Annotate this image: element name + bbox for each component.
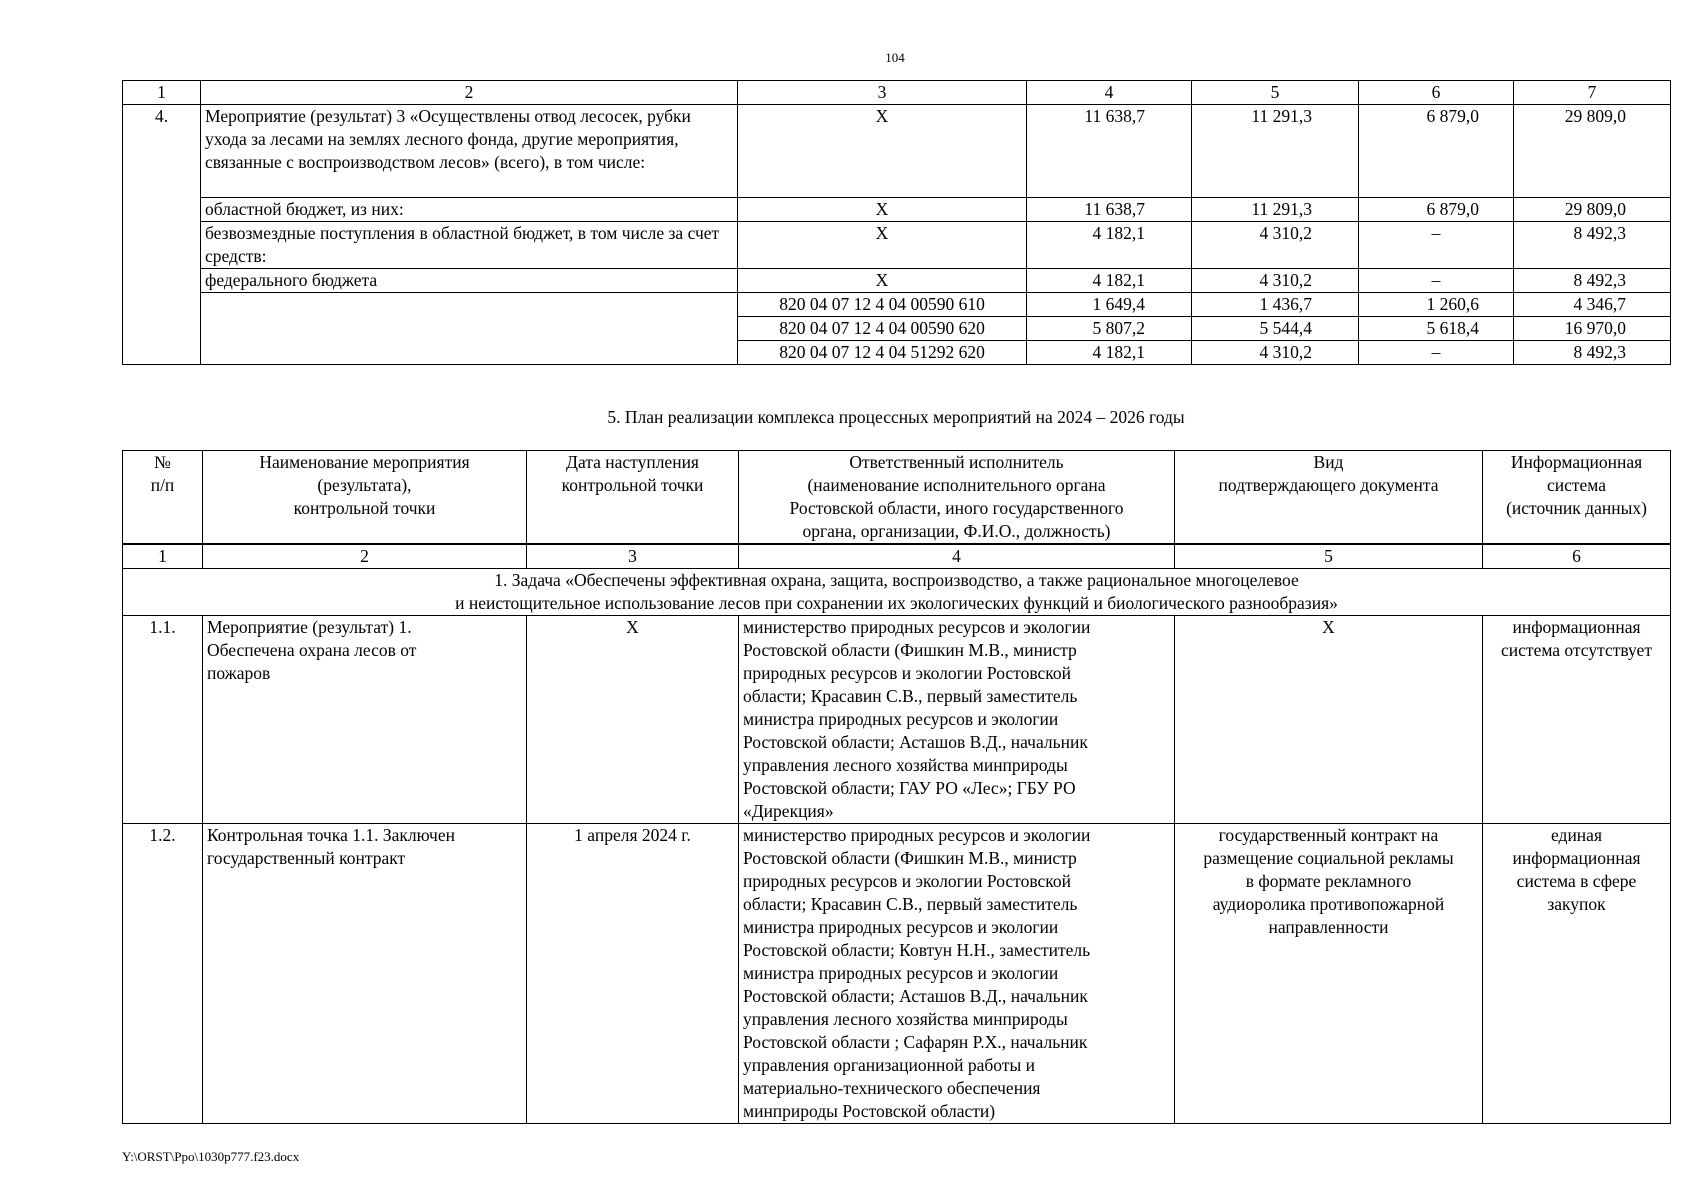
- table-cell: 6: [1483, 544, 1671, 569]
- table-row: [123, 824, 1671, 1124]
- task-row: [123, 569, 1671, 616]
- row-value: 4 182,1: [1027, 341, 1192, 365]
- table-cell: 2: [203, 544, 527, 569]
- header-date: Дата наступления контрольной точки: [527, 451, 739, 545]
- row-system: информационная система отсутствует: [1483, 616, 1671, 824]
- table-row: [123, 222, 1671, 269]
- row-date: 1 апреля 2024 г.: [527, 824, 739, 1124]
- row-value: 4 182,1: [1027, 222, 1192, 269]
- row-value: 1 436,7: [1192, 293, 1359, 317]
- row-name: безвозмездные поступления в областной бюджет, в том числе за счет средств:: [201, 222, 738, 269]
- table-cell: 5: [1192, 81, 1359, 105]
- row-value: 5 544,4: [1192, 317, 1359, 341]
- row-responsible: министерство природных ресурсов и экологии Ростовской области (Фишкин М.В., министр природных ресурсов и экологии Ростовской области; Красавин С.В., первый заместитель министра природных ресурсов и экологии Ростовской области; Ковтун Н.Н., заместитель министра природных ресурсов и экологии Ростовской области; Асташов В.Д., начальник управления лесного хозяйства минприроды Ростовской области ; Сафарян Р.Х., начальник управления организационной работы и материально-технического обеспечения минприроды Ростовской области): [739, 824, 1175, 1124]
- table-row: [123, 269, 1671, 293]
- row-code: 820 04 07 12 4 04 00590 620: [738, 317, 1027, 341]
- row-value: 11 638,7: [1027, 198, 1192, 222]
- row-value: 6 879,0: [1359, 198, 1514, 222]
- table-row: [123, 616, 1671, 824]
- row-value: 4 310,2: [1192, 269, 1359, 293]
- row-name-empty: [201, 293, 738, 365]
- row-number: 1.1.: [123, 616, 203, 824]
- table-row: [123, 198, 1671, 222]
- table-cell: 1: [123, 81, 201, 105]
- row-value: 29 809,0: [1514, 105, 1671, 198]
- row-value: –: [1359, 222, 1514, 269]
- section-title: 5. План реализации комплекса процессных мероприятий на 2024 – 2026 годы: [607, 407, 1185, 427]
- row-code: Х: [738, 105, 1027, 198]
- row-value: 6 879,0: [1359, 105, 1514, 198]
- row-name: Мероприятие (результат) 1. Обеспечена охрана лесов от пожаров: [203, 616, 527, 824]
- row-value: –: [1359, 341, 1514, 365]
- budget-table: [122, 80, 1671, 365]
- row-value: 8 492,3: [1514, 222, 1671, 269]
- header-document: Вид подтверждающего документа: [1175, 451, 1483, 545]
- row-date: Х: [527, 616, 739, 824]
- row-value: 4 310,2: [1192, 341, 1359, 365]
- table-cell: 7: [1514, 81, 1671, 105]
- row-system: единая информационная система в сфере закупок: [1483, 824, 1671, 1124]
- row-value: 4 182,1: [1027, 269, 1192, 293]
- table-cell: 1: [123, 544, 203, 569]
- table-cell: 5: [1175, 544, 1483, 569]
- footer-file-path: Y:\ORST\Ppo\1030p777.f23.docx: [122, 1149, 300, 1164]
- row-number: 4.: [123, 105, 201, 365]
- header-system: Информационная система (источник данных): [1483, 451, 1671, 545]
- table-cell: 6: [1359, 81, 1514, 105]
- row-code: Х: [738, 222, 1027, 269]
- table-row: [123, 293, 1671, 317]
- row-name: областной бюджет, из них:: [201, 198, 738, 222]
- table-header-row: [123, 451, 1671, 545]
- row-name: Контрольная точка 1.1. Заключен государственный контракт: [203, 824, 527, 1124]
- table-cell: 4: [1027, 81, 1192, 105]
- table-cell: 2: [201, 81, 738, 105]
- row-document: государственный контракт на размещение социальной рекламы в формате рекламного аудиоролика противопожарной направленности: [1175, 824, 1483, 1124]
- row-code: Х: [738, 269, 1027, 293]
- row-value: 4 346,7: [1514, 293, 1671, 317]
- row-code: 820 04 07 12 4 04 00590 610: [738, 293, 1027, 317]
- header-name: Наименование мероприятия (результата), контрольной точки: [203, 451, 527, 545]
- row-code: Х: [738, 198, 1027, 222]
- row-value: –: [1359, 269, 1514, 293]
- row-value: 11 291,3: [1192, 198, 1359, 222]
- plan-table: [122, 450, 1671, 1124]
- row-code: 820 04 07 12 4 04 51292 620: [738, 341, 1027, 365]
- header-responsible: Ответственный исполнитель (наименование исполнительного органа Ростовской области, иного государственного органа, организации, Ф.И.О., должность): [739, 451, 1175, 545]
- table-column-numbers: [123, 544, 1671, 569]
- row-value: 4 310,2: [1192, 222, 1359, 269]
- row-value: 29 809,0: [1514, 198, 1671, 222]
- row-name: Мероприятие (результат) 3 «Осуществлены отвод лесосек, рубки ухода за лесами на землях лесного фонда, другие мероприятия, связанные с воспроизводством лесов» (всего), в том числе:: [201, 105, 738, 198]
- row-responsible: министерство природных ресурсов и экологии Ростовской области (Фишкин М.В., министр природных ресурсов и экологии Ростовской области; Красавин С.В., первый заместитель министра природных ресурсов и экологии Ростовской области; Асташов В.Д., начальник управления лесного хозяйства минприроды Ростовской области; ГАУ РО «Лес»; ГБУ РО «Дирекция»: [739, 616, 1175, 824]
- table-cell: 3: [527, 544, 739, 569]
- table-cell: 3: [738, 81, 1027, 105]
- row-value: 11 291,3: [1192, 105, 1359, 198]
- table-cell: 4: [739, 544, 1175, 569]
- row-number: 1.2.: [123, 824, 203, 1124]
- row-value: 5 618,4: [1359, 317, 1514, 341]
- table-row: [123, 105, 1671, 198]
- page-number: 104: [885, 50, 905, 65]
- table-column-numbers: [123, 81, 1671, 105]
- row-value: 1 649,4: [1027, 293, 1192, 317]
- row-value: 5 807,2: [1027, 317, 1192, 341]
- task-title: 1. Задача «Обеспечены эффективная охрана, защита, воспроизводство, а также рациональное многоцелевое и неистощительное использование лесов при сохранении их экологических функций и биологического разнообразия»: [123, 569, 1671, 616]
- row-value: 8 492,3: [1514, 269, 1671, 293]
- header-num: № п/п: [123, 451, 203, 545]
- row-value: 11 638,7: [1027, 105, 1192, 198]
- row-name: федерального бюджета: [201, 269, 738, 293]
- row-value: 1 260,6: [1359, 293, 1514, 317]
- row-value: 8 492,3: [1514, 341, 1671, 365]
- row-document: Х: [1175, 616, 1483, 824]
- row-value: 16 970,0: [1514, 317, 1671, 341]
